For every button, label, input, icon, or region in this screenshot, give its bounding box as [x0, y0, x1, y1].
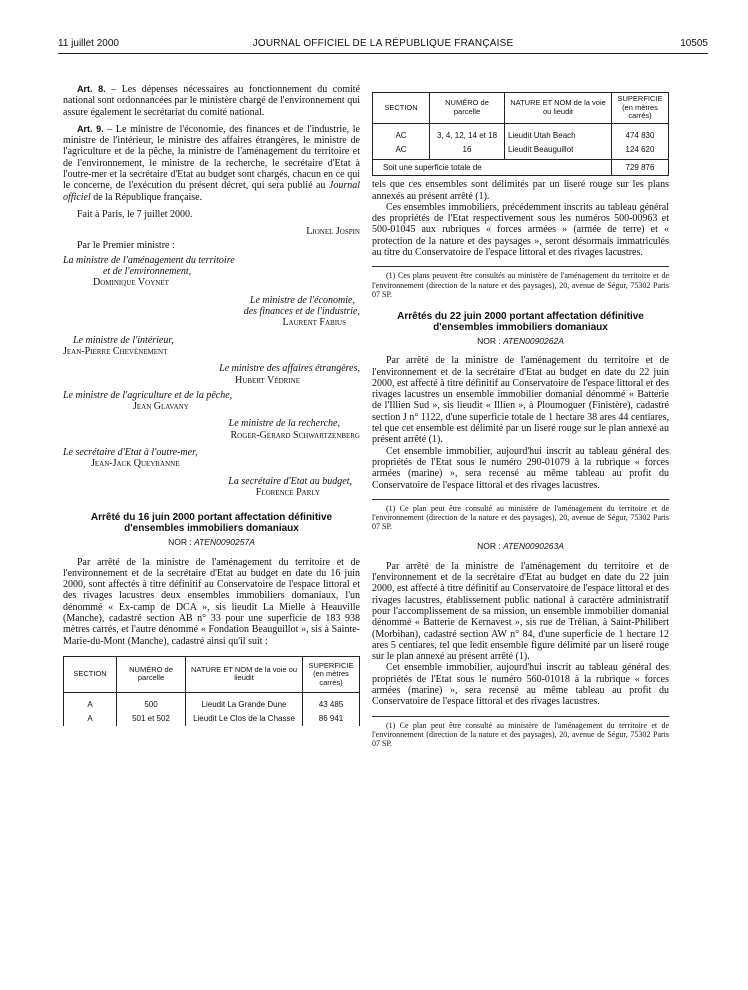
- sig1-role: La ministre de l'aménagement du territoire: [63, 254, 235, 266]
- sig6-role: Le ministre de la recherche,: [228, 418, 340, 430]
- left-column: [63, 84, 360, 726]
- header-rule: [58, 53, 708, 54]
- sig4-role: Le ministre des affaires étrangères,: [219, 363, 360, 375]
- arrete-16-juin-title: Arrêté du 16 juin 2000 portant affectation définitive d'ensembles immobiliers domaniaux: [90, 512, 333, 535]
- sig5-role: Le ministre de l'agriculture et de la pêche,: [63, 389, 233, 401]
- header-title: JOURNAL OFFICIEL DE LA RÉPUBLIQUE FRANÇAISE: [252, 38, 514, 49]
- sig8-name: Florence Parly: [255, 486, 320, 498]
- header-page-number: 10505: [680, 38, 708, 49]
- sig7-name: Jean-Jack Queyranne: [91, 458, 180, 470]
- sig1-name: Dominique Voynet: [93, 277, 169, 289]
- footnote-2: (1) Ce plan peut être consulté au ministère de l'aménagement du territoire et de l'environnement (direction de la nature et des paysages), 20, avenue de Ségur, 75302 Paris 07 SP.: [372, 503, 669, 532]
- paragraph-2: Ces ensembles immobiliers, précédemment inscrits au tableau général des propriétés de l'Etat respectivement sous les numéros 500-00963 et 500-01045 aux rubriques « forces armées » (armée de terre) et « protection de la nature et des paysages », seront désormais immatriculés au titre du Conservatoire de l'espace littoral et des rivages lacustres.: [372, 201, 669, 259]
- signatory-name: Lionel Jospin: [306, 226, 360, 238]
- paragraph-6: Cet ensemble immobilier, aujourd'hui inscrit au tableau général des propriétés de l'Etat sous le numéro 560-01018 à la rubrique « forces armées (marine) », sera recensé au même tableau au profit du Conservatoire de l'espace littoral et des rivages lacustres.: [372, 662, 669, 708]
- right-column: [372, 92, 669, 748]
- footnote-rule: [372, 716, 669, 717]
- nor-code: NOR : ATEN0090257A: [168, 537, 255, 548]
- table-row: A 500 Lieudit La Grande Dune 43 485: [64, 698, 360, 712]
- article-9: Art. 9. – Le ministre de l'économie, des finances et de l'industrie, le ministre de l'intérieur, le ministre des affaires étrangères, le ministre de l'agriculture et de la pêche, la ministre de l'aménagement du territoire et de l'environnement, le ministre de la recherche, le secrétaire d'Etat à l'outre-mer et la secrétaire d'Etat au budget sont chargés, chacun en ce qui le concerne, de l'exécution du présent décret, qui sera publié au Journal officiel de la République française.: [63, 123, 360, 203]
- table-row: AC 3, 4, 12, 14 et 18 Lieudit Utah Beach 474 830: [373, 129, 669, 143]
- sig4-name: Hubert Védrine: [235, 374, 300, 386]
- table-total-row: Soit une superficie totale de 729 876: [373, 160, 669, 176]
- sig5-name: Jean Glavany: [133, 401, 189, 413]
- table-row: A 501 et 502 Lieudit Le Clos de la Chasse 86 941: [64, 712, 360, 726]
- footnote-rule: [372, 266, 669, 267]
- paragraph-5: Par arrêté de la ministre de l'aménagement du territoire et de l'environnement et de la secrétaire d'Etat au budget en date du 22 juin 2000, est affecté à titre définitif au Conservatoire de l'espace littoral et des rivages lacustres, établissement public national à caractère administratif pour l'accomplissement de sa mission, un ensemble immobilier domanial dénommé « Batterie de Kernavest », sis rue de Trélian, à Saint-Philibert (Morbihan), cadastré section AW n° 84, d'une superficie de 1 hectare 12 ares 5 centiares, tel que ledit ensemble figure délimité par un liseré rouge sur le plan annexé au présent arrêté (1).: [372, 560, 669, 663]
- sig6-name: Roger-Gérard Schwartzenberg: [230, 429, 360, 441]
- arretes-22-juin-title: Arrêtés du 22 juin 2000 portant affectation définitive d'ensembles immobiliers domaniaux: [397, 310, 644, 333]
- sig2-role2: des finances et de l'industrie,: [243, 306, 360, 318]
- nor-code-3: NOR : ATEN0090263A: [477, 541, 564, 552]
- footnote-rule: [372, 499, 669, 500]
- sig3-name: Jean-Pierre Chevènement: [63, 345, 168, 357]
- paragraph-1: tels que ces ensembles sont délimités par un liseré rouge sur les plans annexés au présent arrêté (1).: [372, 179, 669, 202]
- arrete-16-juin-text: Par arrêté de la ministre de l'aménagement du territoire et de l'environnement et de la secrétaire d'Etat au budget en date du 16 juin 2000, sont affectés à titre définitif au Conservatoire de l'espace littoral et des rivages lacustres deux ensembles immobiliers domaniaux, l'un dénommé « Ex-camp de DCA », sis lieudit La Mielle à Heauville (Manche), cadastré section AB n° 33 pour une superficie de 183 938 mètres carrés, et l'autre dénommé « Fondation Beauguillot », sis à Sainte-Marie-du-Mont (Manche), cadastré ainsi qu'il suit :: [63, 556, 360, 647]
- parcel-table-right: SECTION NUMÉRO de parcelle NATURE ET NOM de la voie ou lieudit SUPERFICIE (en mètres carrés) AC 3, 4, 12, 14 et 18 Lieudit Utah Beach 474 830 AC 16 Lieudit Beauguillot 124 620 Soit une superficie totale de 729 876: [372, 92, 669, 176]
- footnote-1: (1) Ces plans peuvent être consultés au ministère de l'aménagement du territoire et de l'environnement (direction de la nature et des paysages), 20, avenue de Ségur, 75302 Paris 07 SP.: [372, 271, 669, 299]
- fait-a-paris: Fait à Paris, le 7 juillet 2000.: [77, 208, 193, 220]
- sig2-role: Le ministre de l'économie,: [249, 294, 355, 306]
- article-8: Art. 8. – Les dépenses nécessaires au fonctionnement du comité national sont ordonnancées par le ministère chargé de l'environnement qui assure également le secrétariat du comité national.: [63, 84, 360, 118]
- sig2-name: Laurent Fabius: [282, 317, 346, 329]
- sig8-role: La secrétaire d'Etat au budget,: [228, 475, 352, 487]
- page-header: [58, 38, 708, 52]
- par-premier-ministre: Par le Premier ministre :: [77, 239, 175, 251]
- sig3-role: Le ministre de l'intérieur,: [73, 334, 174, 346]
- nor-code-2: NOR : ATEN0090262A: [477, 335, 564, 346]
- table-row: AC 16 Lieudit Beauguillot 124 620: [373, 143, 669, 160]
- parcel-table-left: SECTION NUMÉRO de parcelle NATURE ET NOM de la voie ou lieudit SUPERFICIE (en mètres carrés) A 500 Lieudit La Grande Dune 43 485 A 501 et 502 Lieudit Le Clos de la Chasse 86 941: [63, 656, 360, 727]
- paragraph-3: Par arrêté de la ministre de l'aménagement du territoire et de l'environnement et de la secrétaire d'Etat au budget en date du 22 juin 2000, est affecté à titre définitif au Conservatoire de l'espace littoral et des rivages lacustres un ensemble immobilier domanial dénommé « Batterie de l'Illien Sud », sis lieudit « Illien », à Ploumoguer (Finistère), cadastré section J n° 1122, d'une superficie totale de 1 hectare 38 ares 44 centiares, tel que cet ensemble est délimité par un liseré rouge sur le plan annexé au présent arrêté (1).: [372, 355, 669, 446]
- sig1-role2: et de l'environnement,: [103, 266, 192, 278]
- footnote-3: (1) Ce plan peut être consulté au ministère de l'aménagement du territoire et de l'environnement (direction de la nature et des paysages), 20, avenue de Ségur, 75302 Paris 07 SP.: [372, 720, 669, 749]
- paragraph-4: Cet ensemble immobilier, aujourd'hui inscrit au tableau général des propriétés de l'Etat sous le numéro 290-01079 à la rubrique « forces armées (marine) », sera recensé au même tableau au profit du Conservatoire de l'espace littoral et des rivages lacustres.: [372, 445, 669, 491]
- sig7-role: Le secrétaire d'Etat à l'outre-mer,: [63, 447, 198, 459]
- header-date: 11 juillet 2000: [58, 38, 119, 49]
